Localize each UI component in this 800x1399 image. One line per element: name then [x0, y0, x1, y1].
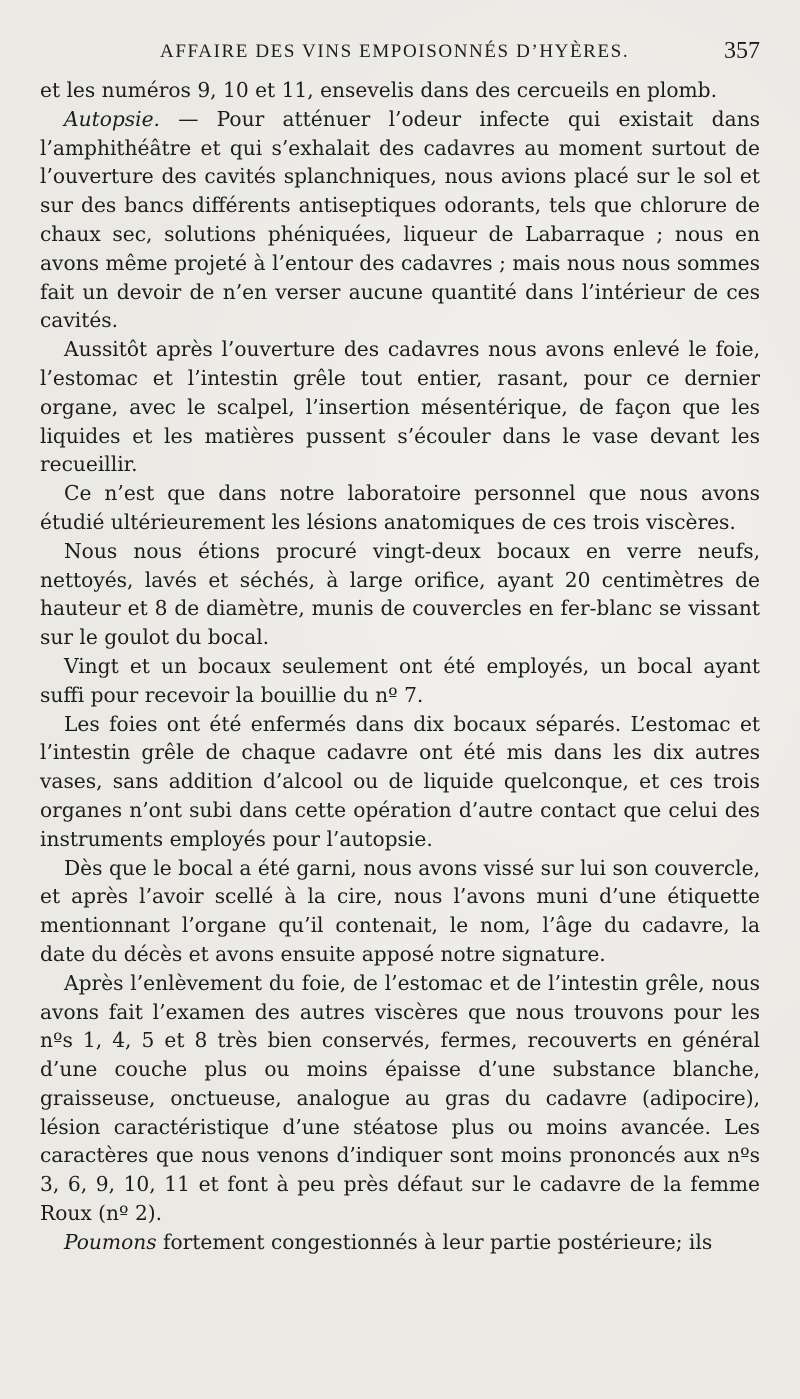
paragraph-9 — [40, 969, 760, 1228]
paragraph-1 — [40, 76, 760, 105]
paragraph-5 — [40, 537, 760, 652]
paragraph-4 — [40, 479, 760, 537]
body-text — [40, 76, 760, 1257]
paragraph-1-text: et les numéros 9, 10 et 11, ensevelis dans des cercueils en plomb. — [40, 78, 718, 102]
paragraph-2-text: — Pour atténuer l’odeur infecte qui existait dans l’amphithéâtre et qui s’exhalait des cadavres au moment surtout de l’ouverture des cavités splanchniques, nous avions placé sur le sol et sur des bancs différents antiseptiques odorants, tels que chlorure de chaux sec, solutions phéniquées, liqueur de Labarraque ; nous en avons même projeté à l’entour des cadavres ; mais nous nous sommes fait un devoir de n’en verser aucune quantité dans l’intérieur de ces cavités. — [40, 106, 760, 333]
paragraph-9-text: Après l’enlèvement du foie, de l’estomac et de l’intestin grêle, nous avons fait l’examen des autres viscères que nous trouvons pour les nºs 1, 4, 5 et 8 très bien conservés, fermes, recouverts en général d’une couche plus ou moins épaisse d’une substance blanche, graisseuse, onctueuse, analogue au gras du cadavre (adipocire), lésion caractéristique d’une stéatose plus ou moins avancée. Les caractères que nous venons d’indiquer sont moins prononcés aux nºs 3, 6, 9, 10, 11 et font à peu près défaut sur le cadavre de la femme Roux (nº 2). — [40, 970, 760, 1226]
autopsie-heading: Autopsie. — [64, 106, 160, 131]
paragraph-8 — [40, 854, 760, 969]
paragraph-3-text: Aussitôt après l’ouverture des cadavres nous avons enlevé le foie, l’estomac et l’intestin grêle tout entier, rasant, pour ce dernier organe, avec le scalpel, l’insertion mésentérique, de façon que les liquides et les matières pussent s’écouler dans le vase devant les recueillir. — [40, 337, 760, 477]
running-title: AFFAIRE DES VINS EMPOISONNÉS D’HYÈRES. — [160, 41, 630, 62]
paragraph-5-text: Nous nous étions procuré vingt-deux bocaux en verre neufs, nettoyés, lavés et séchés, à large orifice, ayant 20 centimètres de hauteur et 8 de diamètre, munis de couvercles en fer-blanc se vissant sur le goulot du bocal. — [40, 538, 760, 650]
paragraph-4-text: Ce n’est que dans notre laboratoire personnel que nous avons étudié ultérieurement les lésions anatomiques de ces trois viscères. — [40, 481, 760, 534]
page-header — [40, 38, 760, 70]
paragraph-7-text: Les foies ont été enfermés dans dix bocaux séparés. L’estomac et l’intestin grêle de chaque cadavre ont été mis dans les dix autres vases, sans addition d’alcool ou de liquide quelconque, et ces trois organes n’ont subi dans cette opération d’autre contact que celui des instruments employés pour l’autopsie. — [40, 711, 760, 851]
paragraph-2 — [40, 105, 760, 335]
page-number: 357 — [724, 38, 760, 64]
paragraph-8-text: Dès que le bocal a été garni, nous avons vissé sur lui son couvercle, et après l’avoir scellé à la cire, nous l’avons muni d’une étiquette mentionnant l’organe qu’il contenait, le nom, l’âge du cadavre, la date du décès et avons ensuite apposé notre signature. — [40, 855, 760, 966]
paragraph-6 — [40, 652, 760, 710]
paragraph-7 — [40, 710, 760, 854]
paragraph-10 — [40, 1228, 760, 1257]
paragraph-10-text: fortement congestionnés à leur partie postérieure; ils — [156, 1229, 713, 1254]
paragraph-3 — [40, 335, 760, 479]
paragraph-6-text: Vingt et un bocaux seulement ont été employés, un bocal ayant suffi pour recevoir la bouillie du nº 7. — [40, 653, 760, 707]
poumons-heading: Poumons — [64, 1229, 157, 1254]
